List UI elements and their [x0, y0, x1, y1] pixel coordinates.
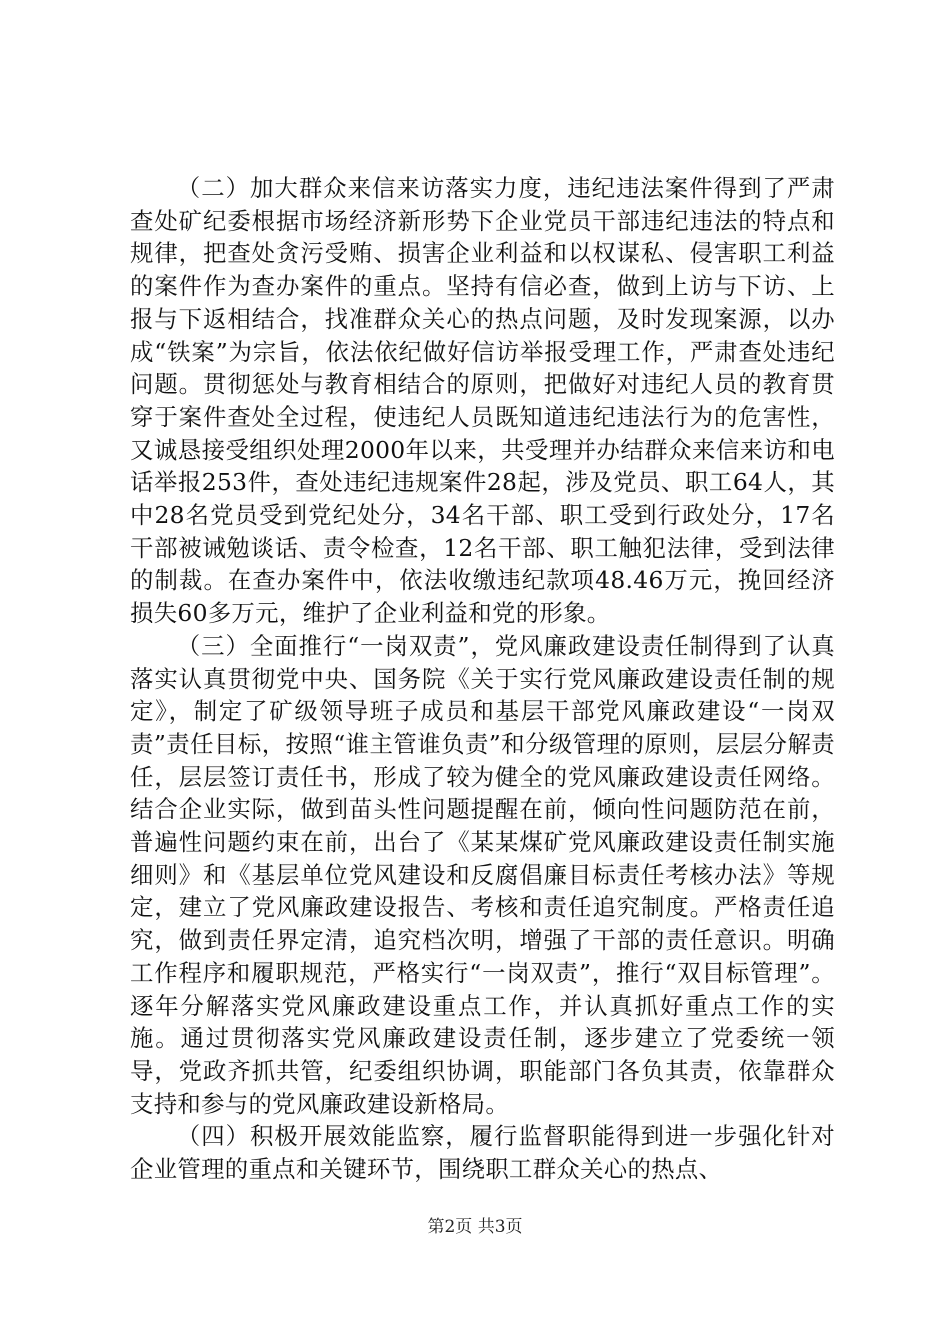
document-body [130, 172, 835, 1186]
page-number-label: 第2页 共3页 [427, 1217, 523, 1237]
paragraph-2: （二）加大群众来信来访落实力度，违纪违法案件得到了严肃查处矿纪委根据市场经济新形势下企业党员干部违纪违法的特点和规律，把查处贪污受贿、损害企业利益和以权谋私、侵害职工利益的案件作为查办案件的重点。坚持有信必查，做到上访与下访、上报与下返相结合，找准群众关心的热点问题，及时发现案源，以办成“铁案”为宗旨，依法依纪做好信访举报受理工作，严肃查处违纪问题。贯彻惩处与教育相结合的原则，把做好对违纪人员的教育贯穿于案件查处全过程，使违纪人员既知道违纪违法行为的危害性，又诚恳接受组织处理2000年以来，共受理并办结群众来信来访和电话举报253件，查处违纪违规案件28起，涉及党员、职工64人，其中28名党员受到党纪处分，34名干部、职工受到行政处分，17名干部被诫勉谈话、责令检查，12名干部、职工触犯法律，受到法律的制裁。在查办案件中，依法收缴违纪款项48.46万元，挽回经济损失60多万元，维护了企业利益和党的形象。 [130, 174, 835, 628]
page-footer [0, 1216, 950, 1238]
paragraph-4: （四）积极开展效能监察，履行监督职能得到进一步强化针对企业管理的重点和关键环节，围绕职工群众关心的热点、 [130, 1122, 835, 1184]
paragraph-3: （三）全面推行“一岗双责”，党风廉政建设责任制得到了认真落实认真贯彻党中央、国务院《关于实行党风廉政建设责任制的规定》，制定了矿级领导班子成员和基层干部党风廉政建设“一岗双责”责任目标，按照“谁主管谁负责”和分级管理的原则，层层分解责任，层层签订责任书，形成了较为健全的党风廉政建设责任网络。结合企业实际，做到苗头性问题提醒在前，倾向性问题防范在前，普遍性问题约束在前，出台了《某某煤矿党风廉政建设责任制实施细则》和《基层单位党风建设和反腐倡廉目标责任考核办法》等规定，建立了党风廉政建设报告、考核和责任追究制度。严格责任追究，做到责任界定清，追究档次明，增强了干部的责任意识。明确工作程序和履职规范，严格实行“一岗双责”，推行“双目标管理”。逐年分解落实党风廉政建设重点工作，并认真抓好重点工作的实施。通过贯彻落实党风廉政建设责任制，逐步建立了党委统一领导，党政齐抓共管，纪委组织协调，职能部门各负其责，依靠群众支持和参与的党风廉政建设新格局。 [130, 631, 835, 1118]
